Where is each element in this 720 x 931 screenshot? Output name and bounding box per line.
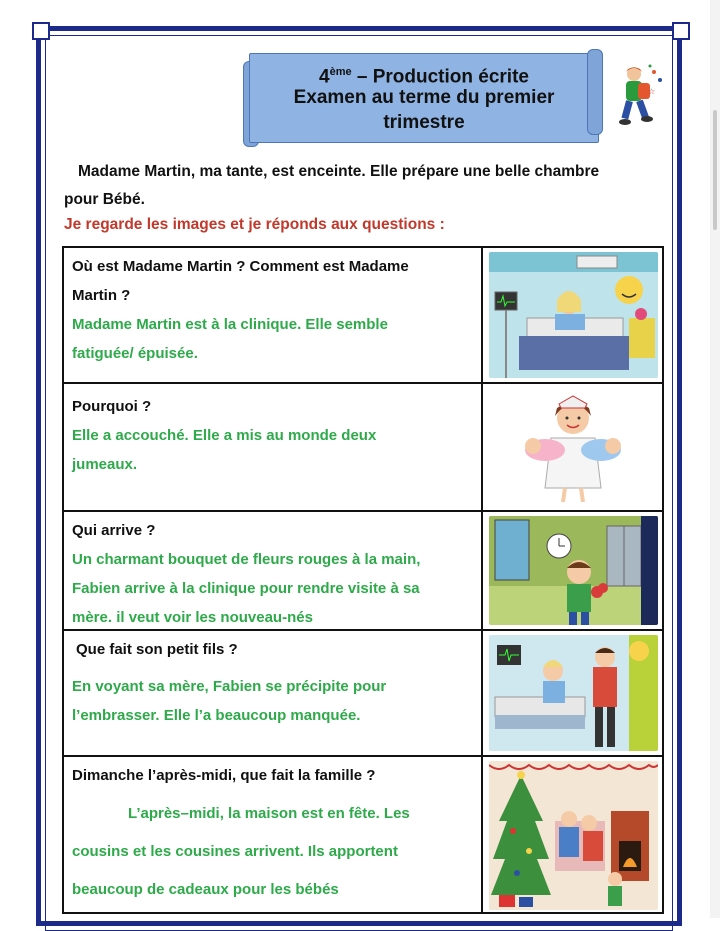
answer-text: En voyant sa mère, Fabien se précipite pour [72, 678, 387, 695]
border-corner-ornament [32, 22, 50, 40]
intro-paragraph [64, 158, 664, 214]
schoolkid-icon [614, 64, 666, 134]
instruction: Je regarde les images et je réponds aux questions : [64, 216, 445, 233]
intro-line-2: pour Bébé. [64, 191, 145, 208]
answer-text: Fabien arrive à la clinique pour rendre visite à sa [72, 580, 420, 597]
answer-text: L’après–midi, la maison est en fête. Les [128, 805, 410, 822]
table-row [64, 384, 662, 512]
question-table [62, 246, 664, 914]
question-text: Dimanche l’après-midi, que fait la famille ? [72, 767, 376, 784]
question-cell [64, 757, 483, 914]
table-row [64, 631, 662, 757]
image-cell [485, 384, 662, 510]
question-cell [64, 512, 483, 629]
border-corner-ornament [672, 22, 690, 40]
question-text: Martin ? [72, 287, 131, 304]
table-row [64, 757, 662, 914]
scrollbar-thumb[interactable] [713, 110, 717, 230]
answer-text: mère. il veut voir les nouveau-nés [72, 609, 313, 626]
title-line-3: trimestre [383, 112, 465, 133]
family-visit-icon [489, 635, 658, 751]
question-cell [64, 384, 483, 510]
answer-text: Madame Martin est à la clinique. Elle semble [72, 316, 388, 333]
title-line-2: Examen au terme du premier [293, 87, 555, 108]
answer-text: beaucoup de cadeaux pour les bébés [72, 881, 339, 898]
svg-text:☆: ☆ [648, 87, 656, 96]
scroll-curl-right [587, 49, 603, 135]
answer-text: Elle a accouché. Elle a mis au monde deux [72, 427, 377, 444]
intro-line-1: Madame Martin, ma tante, est enceinte. Elle prépare une belle chambre [78, 163, 600, 180]
answer-text: Un charmant bouquet de fleurs rouges à la main, [72, 551, 421, 568]
question-text: Que fait son petit fils ? [76, 641, 238, 658]
answer-text: fatiguée/ épuisée. [72, 345, 198, 362]
table-row [64, 512, 662, 631]
image-cell [485, 631, 662, 755]
image-cell [485, 512, 662, 629]
answer-text: cousins et les cousines arrivent. Ils apportent [72, 843, 398, 860]
question-text: Où est Madame Martin ? Comment est Madame [72, 258, 409, 275]
question-text: Qui arrive ? [72, 522, 156, 539]
scrollbar[interactable] [710, 0, 720, 918]
hospital-bed-icon [489, 252, 658, 378]
table-row [64, 248, 662, 384]
title-line-1: 4ème – Production écrite [319, 66, 529, 88]
image-cell [485, 757, 662, 914]
banner-body [249, 53, 599, 143]
answer-text: jumeaux. [72, 456, 138, 473]
image-cell [485, 248, 662, 382]
question-text: Pourquoi ? [72, 398, 152, 415]
question-cell [64, 248, 483, 382]
boy-flowers-icon [489, 516, 658, 625]
christmas-party-icon [489, 761, 658, 910]
title-banner [243, 53, 597, 145]
nurse-twins-icon [489, 388, 658, 506]
answer-text: l’embrasser. Elle l’a beaucoup manquée. [72, 707, 361, 724]
question-cell [64, 631, 483, 755]
